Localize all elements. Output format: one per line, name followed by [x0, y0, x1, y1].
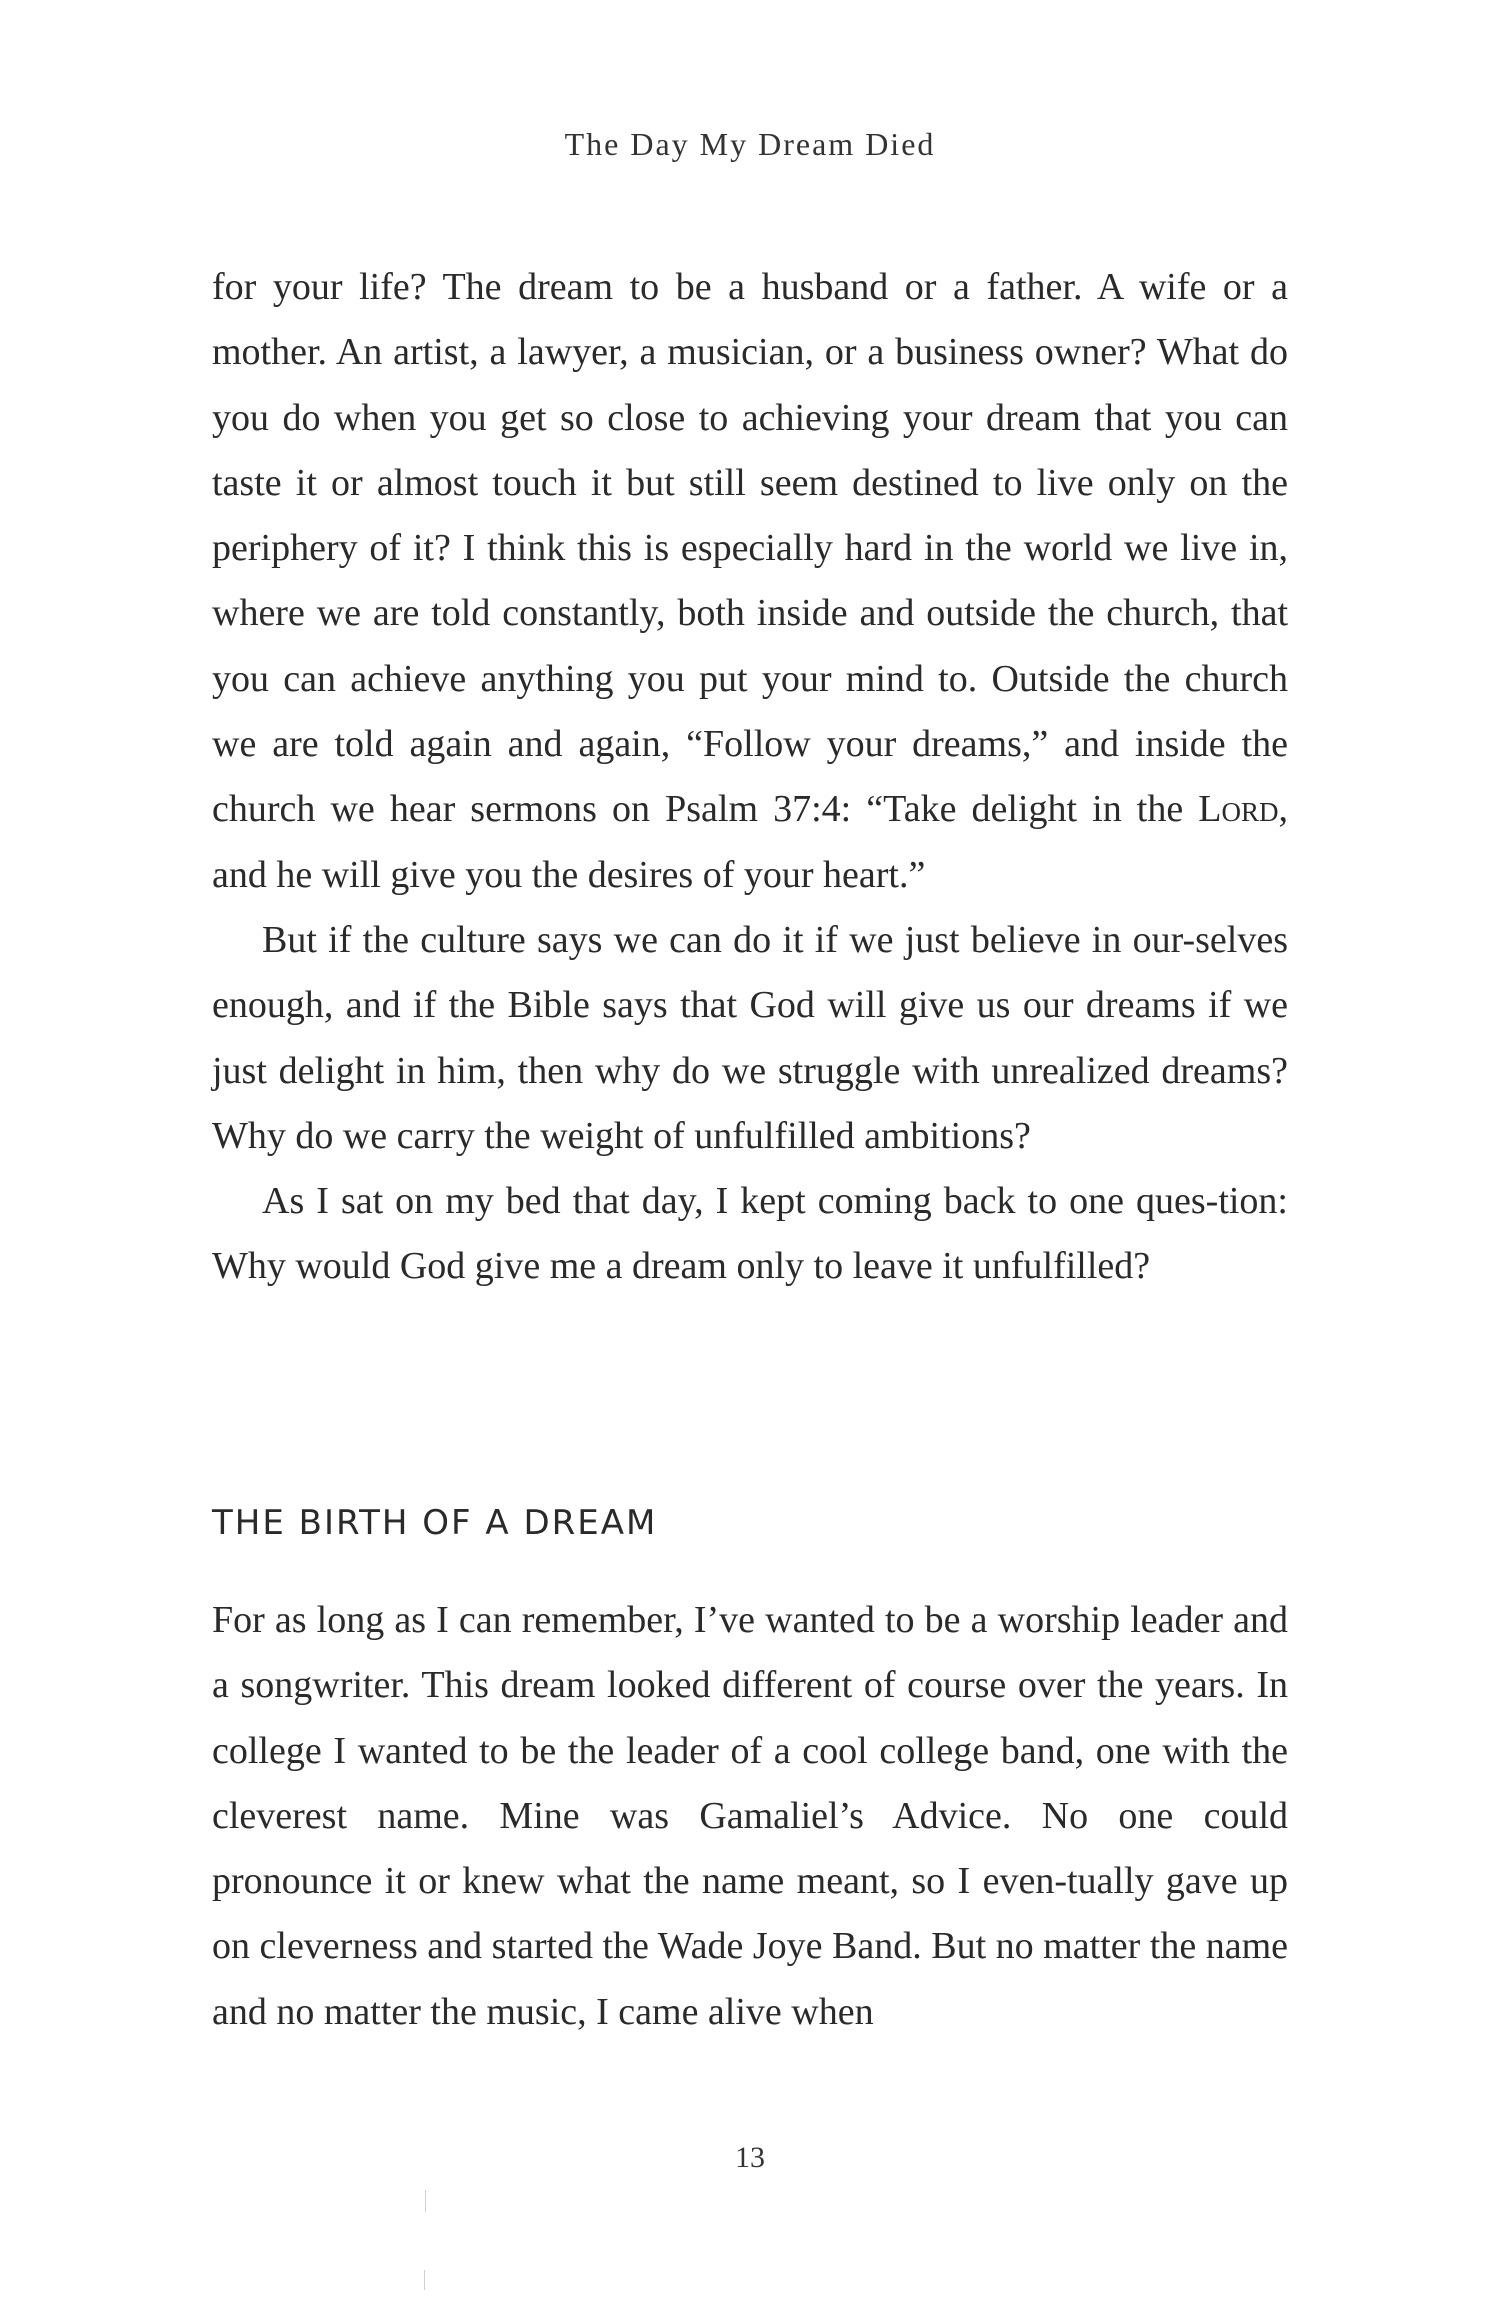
scan-mark — [424, 2270, 425, 2290]
body-text-top — [212, 255, 1288, 1300]
paragraph: For as long as I can remember, I’ve wanted to be a worship leader and a songwriter. This dream looked different of course over the years. In college I wanted to be the leader of a cool college band, one with the cleverest name. Mine was Gamaliel’s Advice. No one could pronounce it or knew what the name meant, so I even-tually gave up on cleverness and started the Wade Joye Band. But no matter the name and no matter the music, I came alive when — [212, 1599, 1288, 2033]
paragraph-continued — [212, 255, 1288, 908]
paragraph-text: for your life? The dream to be a husband or a father. A wife or a mother. An artist, a lawyer, a musician, or a business owner? What do you do when you get so close to achieving your dream that you can taste it or almost touch it but still seem destined to live only on the periphery of it? I think this is especially hard in the world we live in, where we are told constantly, both inside and outside the church, that you can achieve anything you put your mind to. Outside the church we are told again and again, “Follow your dreams,” and inside the church we hear sermons on Psalm 37:4: “Take delight in the — [212, 266, 1288, 831]
body-text-bottom — [212, 1588, 1288, 2045]
page-number: 13 — [735, 2141, 765, 2174]
running-head: The Day My Dream Died — [564, 126, 936, 162]
lord-smallcaps: Lord — [1198, 788, 1279, 831]
paragraph: But if the culture says we can do it if we just believe in our-selves enough, and if the Bible says that God will give us our dreams if we just delight in him, then why do we struggle with unrealized dreams? Why do we carry the weight of unfulfilled ambitions? — [212, 918, 1288, 1157]
section-heading: THE BIRTH OF A DREAM — [212, 1503, 658, 1543]
scan-mark — [425, 2190, 426, 2212]
paragraph: As I sat on my bed that day, I kept coming back to one ques-tion: Why would God give me a dream only to leave it unfulfilled? — [212, 1180, 1288, 1288]
paragraph-text: , and he will give you the desires of your heart.” — [212, 788, 1288, 896]
